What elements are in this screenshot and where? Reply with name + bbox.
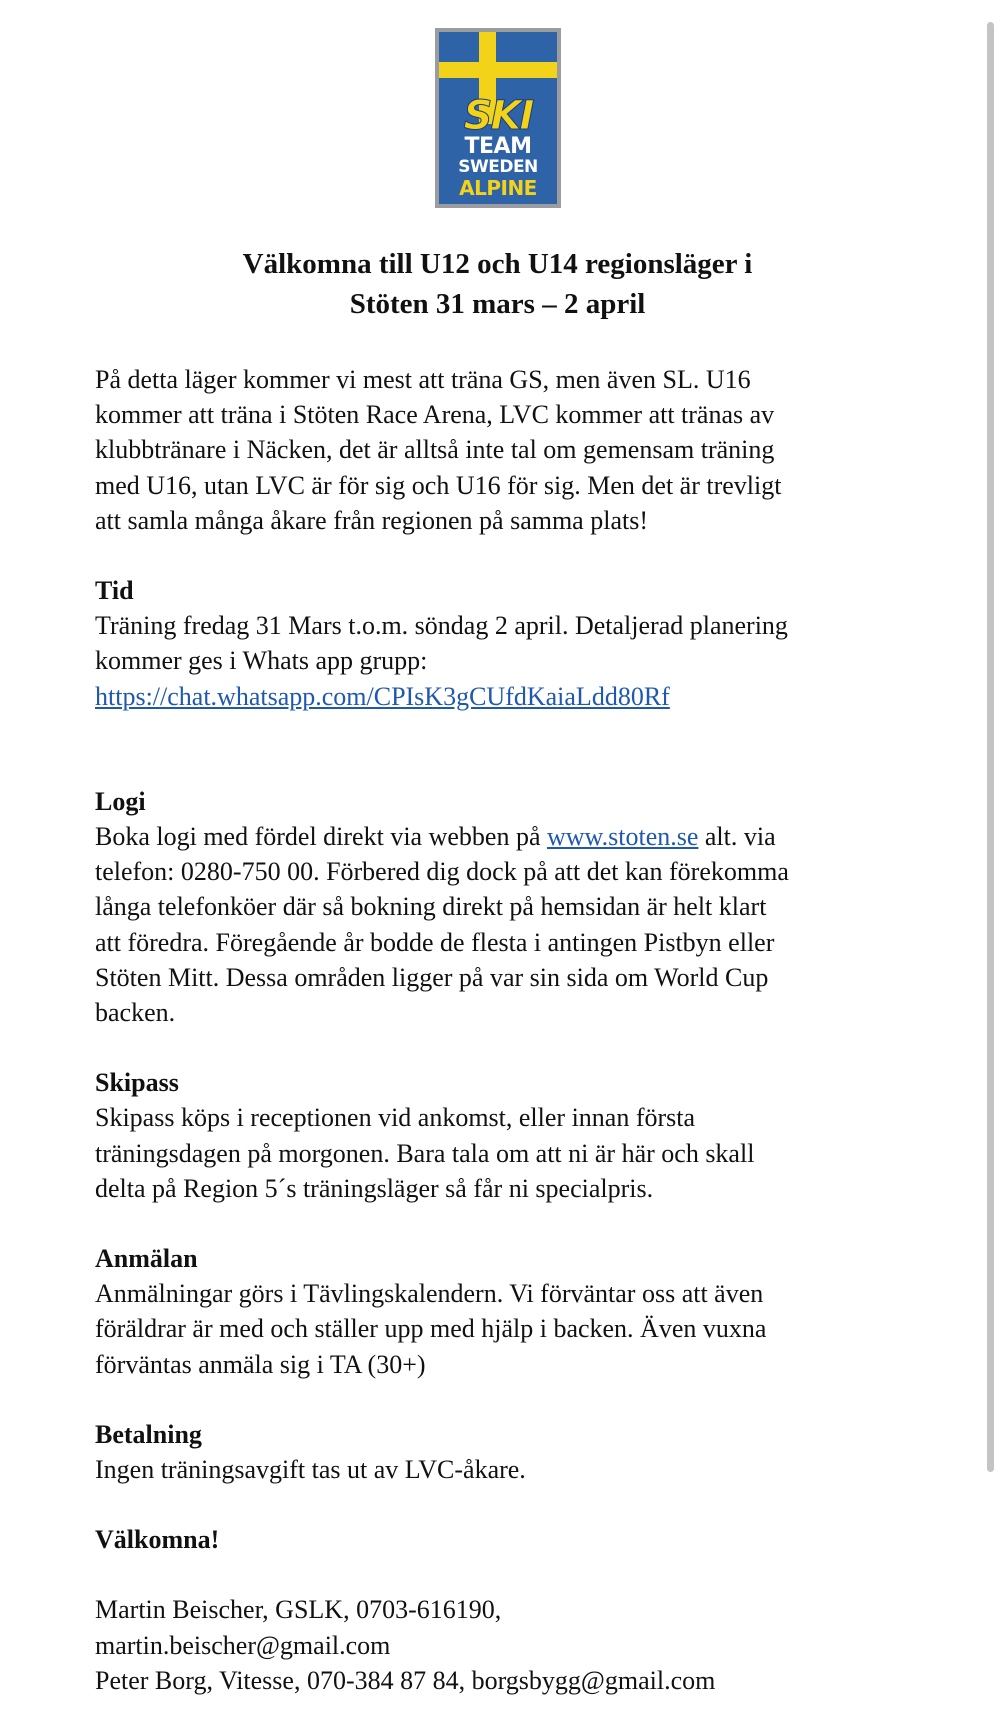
section-skipass [95,1065,920,1206]
contact-line: martin.beischer@gmail.com [95,1630,391,1660]
tid-line [95,679,920,714]
logo-cross-horizontal [439,62,557,78]
skipass-line: träningsdagen på morgonen. Bara tala om att ni är här och skall [95,1138,755,1168]
anmalan-heading: Anmälan [95,1244,198,1274]
betalning-line: Ingen träningsavgift tas ut av LVC-åkare. [95,1455,526,1485]
skipass-line: Skipass köps i receptionen vid ankomst, eller innan första [95,1103,696,1133]
intro-line: kommer att träna i Stöten Race Arena, LVC kommer att tränas av [95,400,775,430]
logi-line [95,819,920,854]
document-body [95,362,920,1698]
section-anmalan [95,1241,920,1382]
vertical-scrollbar[interactable] [987,22,994,1472]
intro-line: med U16, utan LVC är för sig och U16 för sig. Men det är trevligt [95,470,782,500]
logi-heading: Logi [95,786,146,816]
section-closing [95,1522,920,1557]
section-logi [95,784,920,1030]
page-title [120,244,875,324]
logo-text-sweden: SWEDEN [458,157,538,177]
contact-line: Peter Borg, Vitesse, 070-384 87 84, borgsbygg@gmail.com [95,1665,716,1695]
title-line-2: Stöten 31 mars – 2 april [349,288,646,320]
anmalan-line: föräldrar är med och ställer upp med hjälp i backen. Även vuxna [95,1314,767,1344]
ski-team-sweden-alpine-logo [435,28,561,208]
section-betalning [95,1417,920,1487]
closing-heading: Välkomna! [95,1525,220,1555]
section-contacts [95,1592,920,1698]
logo-text-team: TEAM [464,134,532,159]
tid-line: kommer ges i Whats app grupp: [95,646,428,676]
tid-line: Träning fredag 31 Mars t.o.m. söndag 2 april. Detaljerad planering [95,611,788,641]
intro-line: På detta läger kommer vi mest att träna GS, men även SL. U16 [95,365,751,394]
logi-line-text: alt. via [698,822,776,852]
anmalan-line: förväntas anmäla sig i TA (30+) [95,1349,426,1379]
logo-text-alpine: ALPINE [459,176,537,200]
logi-line: backen. [95,998,176,1028]
title-line-1: Välkomna till U12 och U14 regionsläger i [242,248,753,280]
logi-line-text: Boka logi med fördel direkt via webben på [95,822,547,852]
contact-line: Martin Beischer, GSLK, 0703-616190, [95,1595,502,1625]
logo-flag [439,32,557,204]
logi-line: telefon: 0280-750 00. Förbered dig dock på att det kan förekomma [95,857,789,887]
logi-line: Stöten Mitt. Dessa områden ligger på var sin sida om World Cup [95,962,769,992]
logi-line: att föredra. Föregående år bodde de flesta i antingen Pistbyn eller [95,927,775,957]
intro-paragraph [95,362,920,538]
skipass-line: delta på Region 5´s träningsläger så får ni specialpris. [95,1173,654,1203]
whatsapp-group-link[interactable]: https://chat.whatsapp.com/CPIsK3gCUfdKaiaLdd80Rf [95,681,670,711]
anmalan-line: Anmälningar görs i Tävlingskalendern. Vi förväntar oss att även [95,1279,764,1309]
intro-line: att samla många åkare från regionen på samma plats! [95,505,648,535]
tid-heading: Tid [95,576,134,606]
logo-text-ski: SKI [463,93,533,139]
skipass-heading: Skipass [95,1068,179,1098]
stoten-website-link[interactable]: www.stoten.se [546,822,699,852]
section-tid [95,573,920,714]
betalning-heading: Betalning [95,1419,202,1449]
logi-line: långa telefonköer där så bokning direkt på hemsidan är helt klart [95,892,767,922]
intro-line: klubbtränare i Näcken, det är alltså inte tal om gemensam träning [95,435,775,465]
